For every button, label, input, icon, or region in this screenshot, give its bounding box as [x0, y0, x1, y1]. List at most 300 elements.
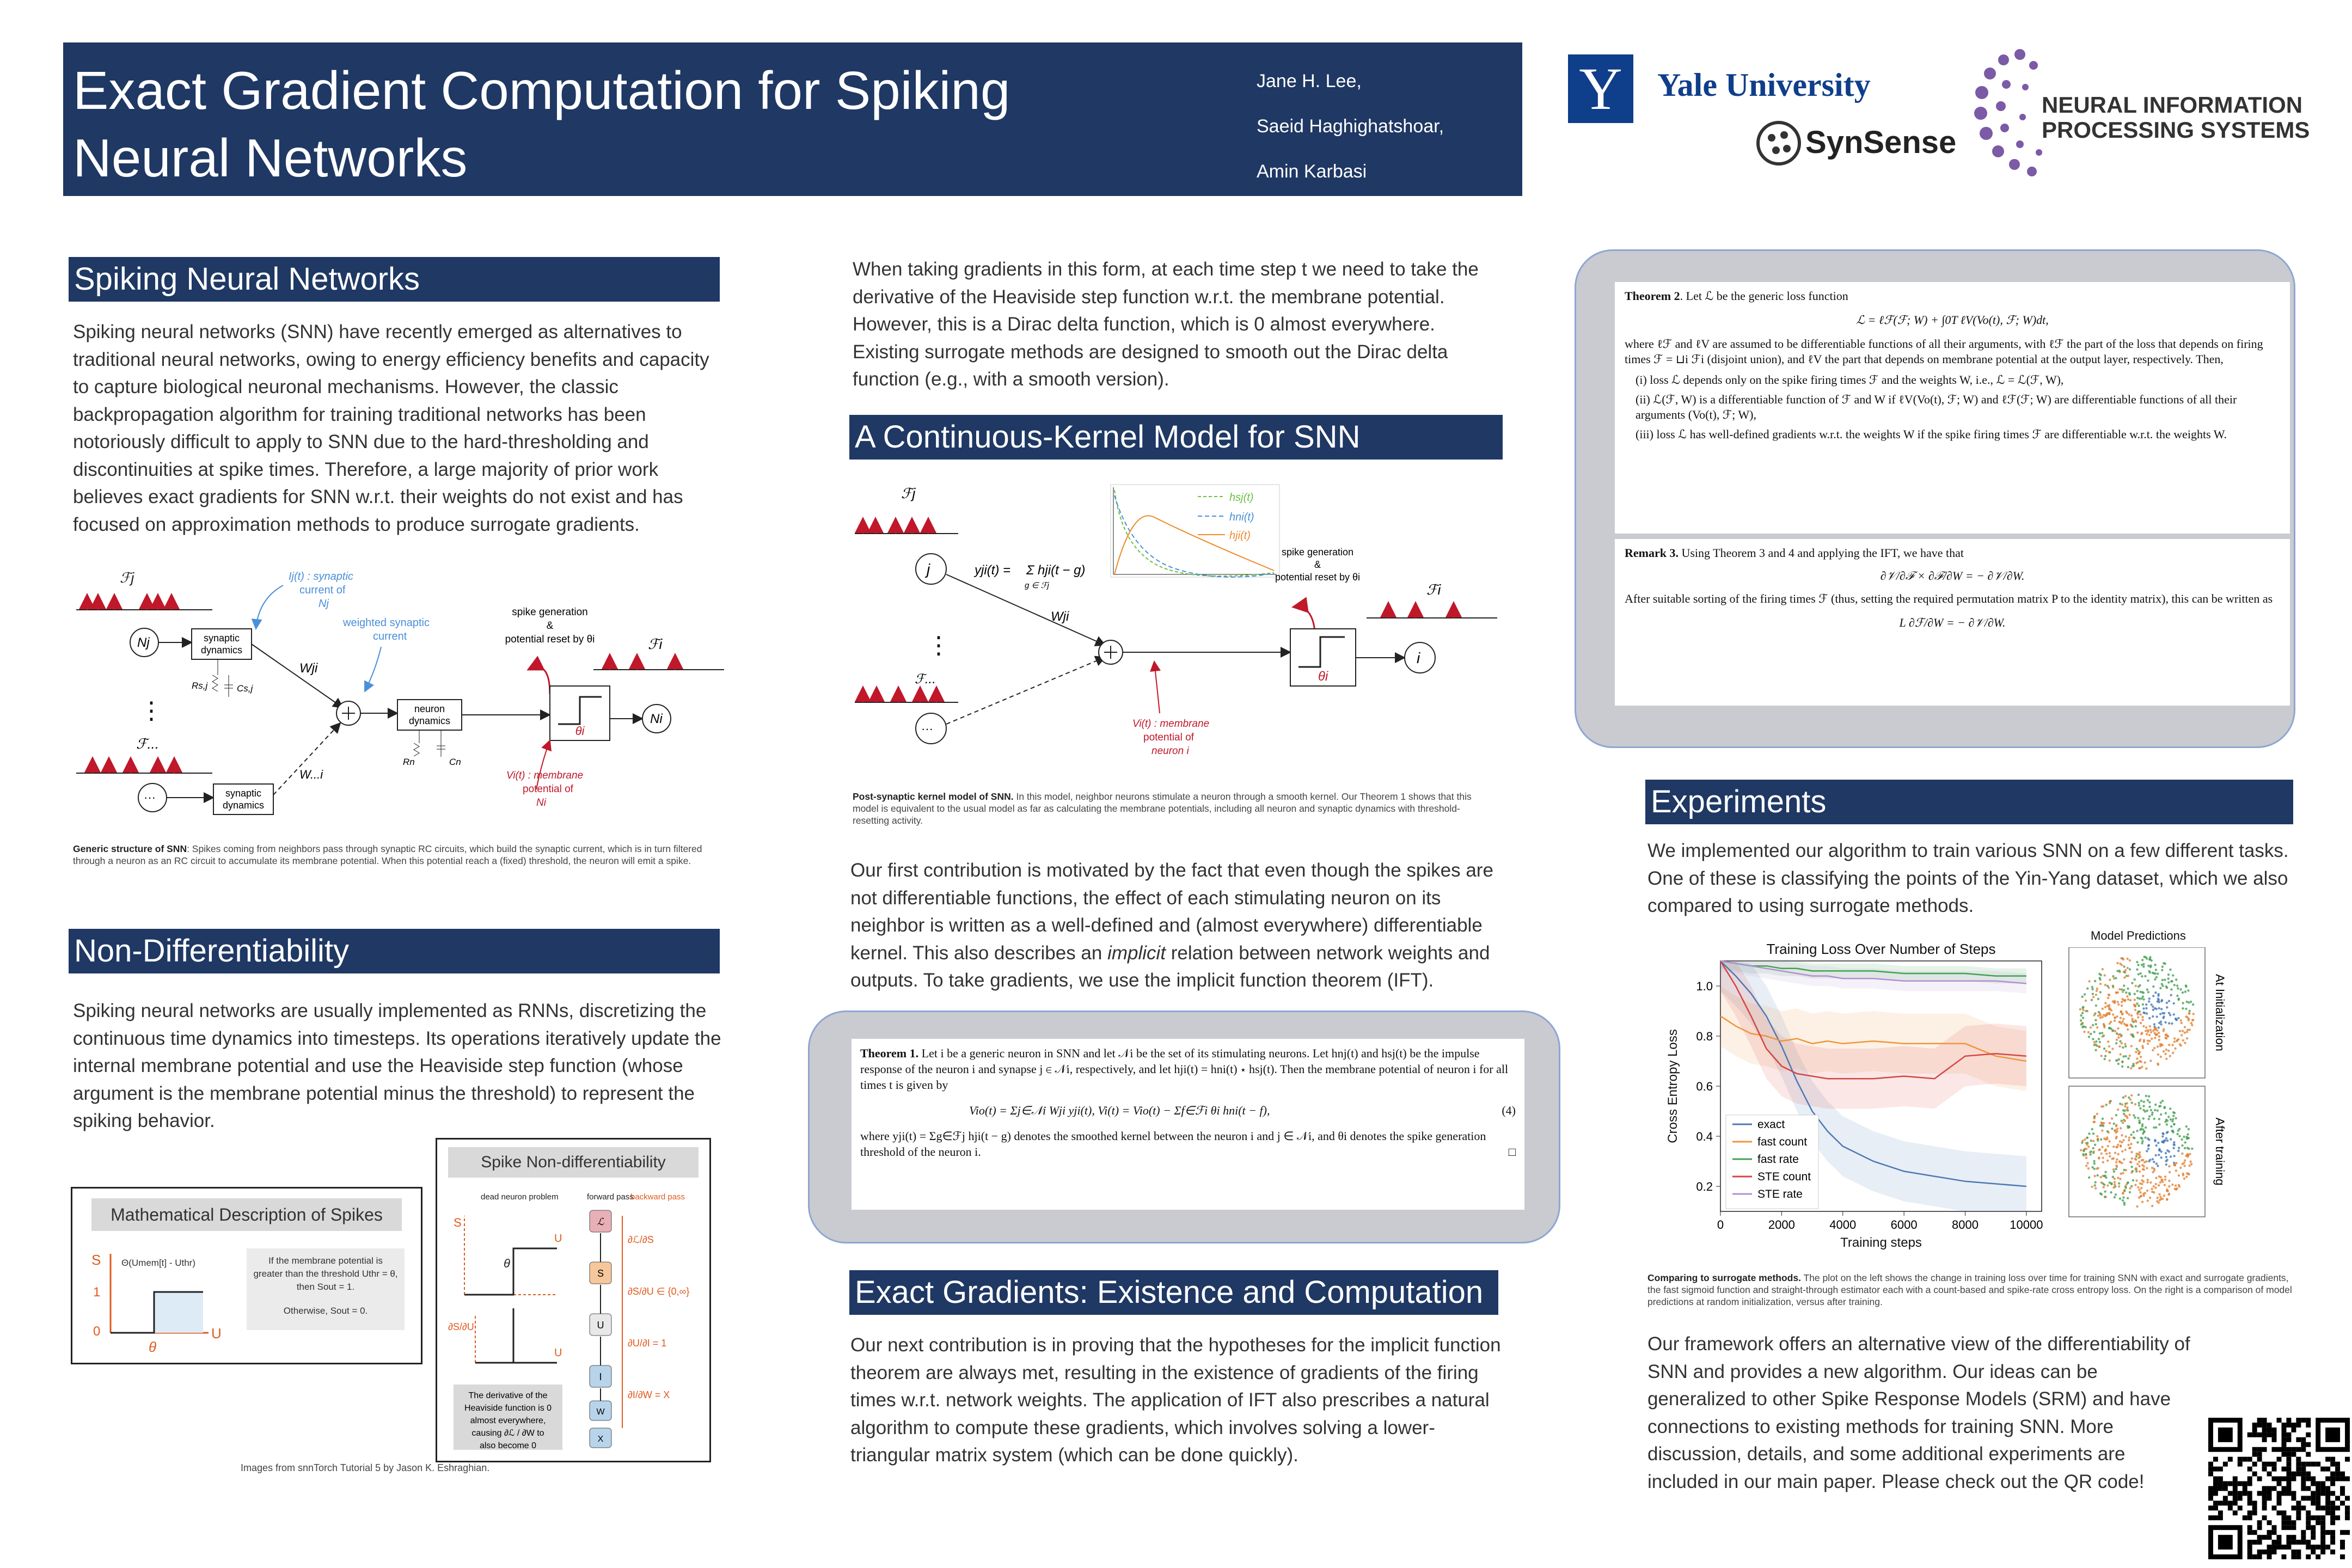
scatter-point: [2175, 1169, 2177, 1172]
scatter-point: [2157, 1045, 2159, 1048]
scatter-point: [2136, 1048, 2138, 1050]
qr-module: [2286, 1432, 2291, 1437]
qr-module: [2267, 1486, 2272, 1491]
scatter-point: [2095, 1023, 2097, 1025]
scatter-point: [2145, 956, 2147, 958]
scatter-point: [2106, 1184, 2109, 1186]
scatter-point: [2132, 1170, 2134, 1172]
scatter-point: [2192, 1003, 2194, 1006]
scatter-point: [2127, 1066, 2129, 1068]
rem3-middle: After suitable sorting of the firing times ℱ (thus, setting the required permutation matrix P to the identity matrix), this can be written as: [1625, 592, 2273, 605]
scatter-point: [2095, 994, 2097, 996]
scatter-point: [2121, 1134, 2123, 1136]
scatter-point: [2084, 993, 2086, 995]
label-wsc-2: current: [373, 630, 407, 642]
ck-ellipsis-node: ···: [921, 722, 933, 736]
qr-module: [2286, 1520, 2291, 1525]
scatter-point: [2125, 1169, 2127, 1171]
qr-module: [2252, 1554, 2257, 1559]
qr-module: [2281, 1467, 2286, 1472]
scatter-point: [2142, 1117, 2145, 1119]
ck-legend-2: hni(t): [1229, 511, 1254, 523]
qr-module: [2238, 1481, 2243, 1486]
scatter-point: [2153, 1047, 2155, 1049]
scatter-point: [2147, 1148, 2149, 1150]
scatter-point: [2136, 1002, 2138, 1004]
scatter-point: [2161, 1181, 2164, 1183]
scatter-point: [2112, 1013, 2114, 1015]
qr-module: [2213, 1481, 2218, 1486]
scatter-point: [2108, 994, 2110, 996]
qr-module: [2335, 1505, 2340, 1510]
scatter-point: [2186, 1153, 2189, 1155]
thm2-item-iii: (iii) loss ℒ has well-defined gradients w.r.t. the weights W if the spike firing times ℱ are differentiable w.r.t. the weights W.: [1636, 427, 2227, 441]
qr-module: [2267, 1530, 2272, 1535]
scatter-point: [2142, 1105, 2145, 1107]
qr-module: [2277, 1477, 2282, 1481]
scatter-point: [2109, 979, 2111, 981]
qr-module: [2296, 1500, 2301, 1505]
qr-module: [2213, 1491, 2218, 1496]
qr-module: [2272, 1505, 2277, 1510]
scatter-point: [2116, 1039, 2118, 1041]
scatter-point: [2104, 1190, 2106, 1192]
scatter-point: [2192, 1013, 2195, 1015]
qr-module: [2311, 1530, 2316, 1535]
scatter-point: [2120, 1127, 2122, 1129]
qr-module: [2296, 1418, 2301, 1423]
scatter-point: [2093, 1160, 2095, 1162]
qr-module: [2262, 1486, 2267, 1491]
qr-module: [2247, 1515, 2252, 1520]
qr-module: [2257, 1549, 2262, 1554]
label-Rsj: Rs,j: [192, 681, 208, 691]
x-tick-label: 10000: [2010, 1218, 2043, 1232]
qr-module: [2296, 1457, 2301, 1462]
qr-module: [2262, 1423, 2267, 1428]
scatter-point: [2116, 1128, 2118, 1130]
scatter-point: [2126, 1183, 2128, 1185]
qr-module: [2281, 1520, 2286, 1525]
scatter-point: [2155, 1162, 2158, 1165]
scatter-point: [2179, 1030, 2181, 1032]
snd-title: Spike Non-differentiability: [448, 1147, 699, 1178]
scatter-point: [2170, 988, 2172, 990]
scatter-point: [2108, 1051, 2110, 1054]
scatter-point: [2151, 1191, 2153, 1193]
legend-label: STE count: [1757, 1171, 1811, 1183]
scatter-point: [2178, 1185, 2180, 1187]
scatter-point: [2102, 1118, 2104, 1120]
qr-module: [2277, 1535, 2282, 1540]
scatter-point: [2082, 1153, 2084, 1155]
neurips-line-2: PROCESSING SYSTEMS: [2042, 117, 2310, 143]
scatter-point: [2142, 1193, 2145, 1195]
scatter-point: [2158, 1026, 2160, 1028]
scatter-point: [2185, 1125, 2188, 1128]
scatter-point: [2124, 999, 2126, 1001]
qr-module: [2291, 1554, 2296, 1559]
scatter-point: [2110, 1100, 2112, 1102]
qr-module: [2267, 1554, 2272, 1559]
qr-module: [2325, 1500, 2330, 1505]
scatter-point: [2155, 976, 2158, 978]
scatter-point: [2134, 1019, 2136, 1021]
scatter-point: [2080, 1019, 2082, 1021]
scatter-point: [2102, 1008, 2104, 1010]
qr-module: [2301, 1447, 2306, 1452]
scatter-point: [2155, 1183, 2157, 1185]
scatter-point: [2155, 1144, 2158, 1147]
snd-diagram: [437, 1183, 709, 1455]
scatter-point: [2149, 1028, 2152, 1031]
scatter-point: [2157, 1063, 2159, 1065]
scatter-point: [2168, 1000, 2170, 1002]
scatter-point: [2110, 1009, 2112, 1012]
scatter-point: [2121, 1120, 2123, 1122]
scatter-point: [2090, 1140, 2092, 1142]
scatter-point: [2142, 1168, 2144, 1170]
qr-module: [2252, 1472, 2257, 1477]
qr-module: [2316, 1545, 2320, 1549]
qr-module: [2281, 1477, 2286, 1481]
qr-module: [2340, 1486, 2345, 1491]
scatter-point: [2125, 1135, 2127, 1137]
scatter-point: [2183, 1136, 2185, 1138]
scatter-point: [2081, 996, 2084, 998]
scatter-point: [2153, 1161, 2155, 1163]
qr-module: [2252, 1505, 2257, 1510]
scatter-point: [2115, 1125, 2117, 1127]
qr-module: [2345, 1510, 2350, 1515]
scatter-point: [2115, 1137, 2117, 1140]
qr-module: [2267, 1432, 2272, 1437]
snd-forward: forward pass: [587, 1192, 634, 1202]
scatter-point: [2152, 1006, 2154, 1008]
scatter-point: [2173, 1123, 2175, 1125]
scatter-point: [2109, 1155, 2111, 1157]
scatter-point: [2184, 1159, 2186, 1161]
scatter-point: [2122, 1046, 2124, 1049]
qr-module: [2320, 1481, 2325, 1486]
scatter-point: [2164, 1175, 2166, 1178]
rem3-equation-2: L ∂ℱ/∂W = − ∂𝒱/∂W.: [1899, 616, 2006, 629]
scatter-point: [2131, 1026, 2133, 1028]
qr-module: [2277, 1496, 2282, 1500]
scatter-point: [2132, 1065, 2134, 1067]
qr-module: [2228, 1457, 2233, 1462]
qr-module: [2286, 1481, 2291, 1486]
qr-module: [2311, 1535, 2316, 1540]
scatter-point: [2122, 1055, 2124, 1057]
scatter-point: [2141, 1164, 2143, 1166]
scatter-point: [2132, 1018, 2134, 1020]
qr-module: [2238, 1457, 2243, 1462]
scatter-point: [2085, 1010, 2087, 1012]
scatter-point: [2161, 966, 2164, 968]
scatter-point: [2149, 1197, 2151, 1199]
scatter-point: [2107, 1040, 2109, 1043]
scatter-point: [2186, 1133, 2189, 1135]
nondiff-body: Spiking neural networks are usually implemented as RNNs, discretizing the continuous time dynamics into timesteps. Its operations iteratively update the internal membrane potential and use the Heaviside step function (whose argument is the membrane potential minus the threshold) to represent the spiking behavior.: [73, 1000, 721, 1131]
scatter-point: [2121, 1104, 2123, 1106]
scatter-point: [2190, 1163, 2192, 1165]
scatter-point: [2115, 1165, 2117, 1167]
scatter-point: [2161, 979, 2164, 981]
scatter-point: [2137, 973, 2140, 975]
qr-module: [2306, 1515, 2311, 1520]
scatter-point: [2114, 1001, 2116, 1003]
scatter-point: [2094, 1187, 2097, 1190]
qr-module: [2281, 1525, 2286, 1530]
label-Cn: Cn: [449, 757, 461, 767]
scatter-point: [2162, 1133, 2164, 1135]
scatter-point: [2112, 985, 2114, 987]
synsense-name: SynSense: [1805, 125, 1957, 160]
ck-Vi-1: Vi(t) : membrane: [1132, 718, 1210, 730]
snd-S: S: [454, 1216, 462, 1229]
qr-module: [2257, 1540, 2262, 1545]
scatter-point: [2163, 1050, 2165, 1052]
scatter-point: [2171, 1120, 2173, 1122]
scatter-point: [2142, 1012, 2145, 1014]
scatter-point: [2094, 1184, 2096, 1186]
qr-module: [2247, 1432, 2252, 1437]
scatter-point: [2173, 1144, 2176, 1146]
qr-module: [2291, 1540, 2296, 1545]
scatter-point: [2149, 965, 2152, 967]
qr-module: [2296, 1540, 2301, 1545]
neuron-box-label-1: neuron: [414, 703, 445, 714]
qr-module: [2281, 1545, 2286, 1549]
scatter-point: [2091, 1186, 2093, 1188]
scatter-point: [2160, 1156, 2163, 1159]
scatter-point: [2127, 999, 2129, 1001]
scatter-point: [2147, 1043, 2149, 1045]
qr-module: [2262, 1505, 2267, 1510]
scatter-point: [2147, 1099, 2149, 1101]
qr-module: [2218, 1500, 2223, 1505]
scatter-point: [2136, 1141, 2139, 1143]
qr-module: [2267, 1549, 2272, 1554]
label-Ij-2: current of: [299, 584, 346, 596]
scatter-point: [2190, 1001, 2192, 1003]
neurips-line-1: NEURAL INFORMATION: [2042, 92, 2303, 118]
scatter-point: [2163, 1030, 2165, 1032]
scatter-point: [2150, 1003, 2152, 1006]
qr-module: [2306, 1520, 2311, 1525]
scatter-point: [2157, 1142, 2159, 1144]
scatter-point: [2129, 1098, 2132, 1100]
scatter-point: [2136, 1163, 2139, 1165]
scatter-point: [2173, 1155, 2175, 1157]
exp-caption-text: The plot on the left shows the change in training loss over time for training SNN with exact and surrogate gradients, the fast sigmoid function and straight-through estimator each with a count-based and spike-rate cross entropy loss. On the right is a comparison of model predictions at random initialization, versus after training.: [1647, 1272, 2292, 1307]
scatter-point: [2123, 971, 2125, 973]
scatter-point: [2186, 1028, 2189, 1031]
scatter-point: [2133, 1137, 2135, 1139]
qr-module: [2335, 1472, 2340, 1477]
scatter-point: [2154, 1037, 2156, 1039]
qr-module: [2252, 1447, 2257, 1452]
scatter-point: [2138, 1102, 2140, 1104]
scatter-point: [2102, 1161, 2104, 1163]
scatter-point: [2170, 1118, 2172, 1120]
theorem-2-card: [1615, 282, 2290, 534]
qr-module: [2267, 1462, 2272, 1467]
scatter-point: [2092, 996, 2094, 998]
scatter-point: [2146, 1190, 2148, 1192]
scatter-point: [2148, 1138, 2150, 1141]
qr-module: [2330, 1462, 2335, 1467]
exp-caption-bold: Comparing to surrogate methods.: [1647, 1272, 1801, 1283]
qr-module: [2272, 1545, 2277, 1549]
math-description-figure: [71, 1187, 422, 1364]
scatter-point: [2164, 1140, 2166, 1142]
scatter-point: [2121, 1042, 2123, 1044]
qr-module: [2233, 1486, 2238, 1491]
scatter-point: [2171, 1184, 2173, 1186]
snd-note-1: The derivative of the: [468, 1391, 548, 1400]
scatter-point: [2172, 974, 2174, 976]
heaviside-plot: [72, 1238, 421, 1363]
label-sg-1: spike generation: [512, 607, 588, 618]
scatter-point: [2141, 1016, 2143, 1018]
scatter-point: [2154, 1007, 2156, 1009]
scatter-point: [2140, 1128, 2142, 1130]
scatter-point: [2152, 972, 2154, 974]
scatter-point: [2145, 1068, 2147, 1070]
scatter-point: [2126, 958, 2128, 960]
scatter-point: [2140, 1187, 2142, 1189]
scatter-point: [2142, 1132, 2144, 1135]
snd-dead: dead neuron problem: [481, 1192, 559, 1202]
scatter-point: [2119, 1040, 2121, 1042]
qr-module: [2320, 1525, 2325, 1530]
scatter-point: [2165, 1137, 2167, 1140]
scatter-point: [2121, 1013, 2123, 1015]
scatter-point: [2124, 1120, 2126, 1122]
scatter-point: [2132, 1179, 2134, 1181]
scatter-point: [2104, 974, 2106, 976]
qr-module: [2281, 1423, 2286, 1428]
scatter-point: [2133, 1114, 2135, 1116]
qr-module: [2345, 1515, 2350, 1520]
scatter-point: [2140, 972, 2142, 975]
scatter-point: [2177, 999, 2179, 1001]
scatter-point: [2158, 1175, 2160, 1178]
scatter-point: [2092, 1147, 2094, 1149]
qr-module: [2243, 1486, 2247, 1491]
scatter-point: [2149, 958, 2151, 960]
scatter-point: [2128, 1137, 2130, 1139]
label-wsc-1: weighted synaptic: [343, 617, 430, 629]
qr-module: [2340, 1472, 2345, 1477]
scatter-point: [2110, 1182, 2112, 1184]
label-Wji: Wji: [299, 661, 318, 676]
qr-module: [2325, 1467, 2330, 1472]
scatter-point: [2085, 1165, 2087, 1167]
scatter-point: [2142, 998, 2145, 1000]
scatter-point: [2167, 977, 2170, 979]
scatter-point: [2122, 1196, 2124, 1198]
scatter-point: [2173, 1141, 2175, 1143]
scatter-point: [2135, 985, 2137, 987]
scatter-point: [2156, 1015, 2158, 1018]
predictions-title: Model Predictions: [2091, 929, 2186, 942]
scatter-point: [2160, 1113, 2162, 1116]
qr-module: [2281, 1432, 2286, 1437]
qr-module: [2233, 1481, 2238, 1486]
scatter-point: [2137, 1094, 2140, 1096]
scatter-point: [2122, 1172, 2124, 1174]
scatter-point: [2097, 1138, 2099, 1140]
snd-deriv-4: ∂I/∂W = X: [628, 1389, 670, 1400]
scatter-point: [2126, 1012, 2128, 1014]
scatter-point: [2135, 1159, 2137, 1161]
scatter-point: [2141, 1045, 2143, 1047]
ck-node-j: j: [927, 561, 930, 578]
scatter-point: [2091, 988, 2093, 990]
scatter-point: [2093, 1044, 2096, 1046]
mds-theta: θ: [149, 1339, 157, 1355]
scatter-point: [2183, 1165, 2185, 1167]
qr-module: [2213, 1505, 2218, 1510]
scatter-point: [2100, 1105, 2103, 1107]
scatter-point: [2090, 1150, 2092, 1153]
qr-module: [2296, 1515, 2301, 1520]
scatter-point: [2151, 1205, 2153, 1207]
scatter-point: [2086, 1162, 2088, 1164]
scatter-point: [2117, 991, 2119, 994]
snd-deriv-1: ∂ℒ/∂S: [628, 1234, 654, 1245]
qr-module: [2267, 1428, 2272, 1432]
scatter-point: [2171, 1044, 2173, 1046]
scatter-point: [2169, 1107, 2171, 1110]
scatter-point: [2154, 1187, 2157, 1189]
neurips-icon: [1971, 44, 2053, 191]
qr-module: [2320, 1530, 2325, 1535]
scatter-point: [2142, 1007, 2145, 1009]
scatter-point: [2099, 1032, 2101, 1034]
scatter-point: [2100, 1153, 2103, 1155]
scatter-point: [2091, 999, 2093, 1001]
qr-module: [2291, 1472, 2296, 1477]
qr-module: [2286, 1477, 2291, 1481]
scatter-point: [2086, 1137, 2088, 1139]
qr-code-icon[interactable]: [2208, 1418, 2350, 1559]
scatter-point: [2139, 1060, 2141, 1062]
qr-module: [2257, 1520, 2262, 1525]
scatter-point: [2186, 1147, 2189, 1149]
qr-module: [2213, 1500, 2218, 1505]
scatter-point: [2179, 1167, 2182, 1169]
scatter-point: [2186, 1031, 2188, 1033]
scatter-point: [2152, 1158, 2154, 1160]
qr-module: [2247, 1457, 2252, 1462]
scatter-point: [2148, 1095, 2150, 1098]
qr-module: [2301, 1437, 2306, 1442]
qr-module: [2252, 1540, 2257, 1545]
scatter-point: [2088, 1036, 2090, 1038]
x-tick-label: 0: [1717, 1218, 1724, 1232]
scatter-point: [2081, 1007, 2084, 1009]
scatter-point: [2094, 1012, 2096, 1014]
qr-module: [2247, 1549, 2252, 1554]
scatter-point: [2115, 1193, 2117, 1196]
scatter-point: [2112, 1186, 2115, 1189]
qr-finder-core: [2218, 1428, 2233, 1442]
scatter-point: [2114, 1184, 2116, 1186]
